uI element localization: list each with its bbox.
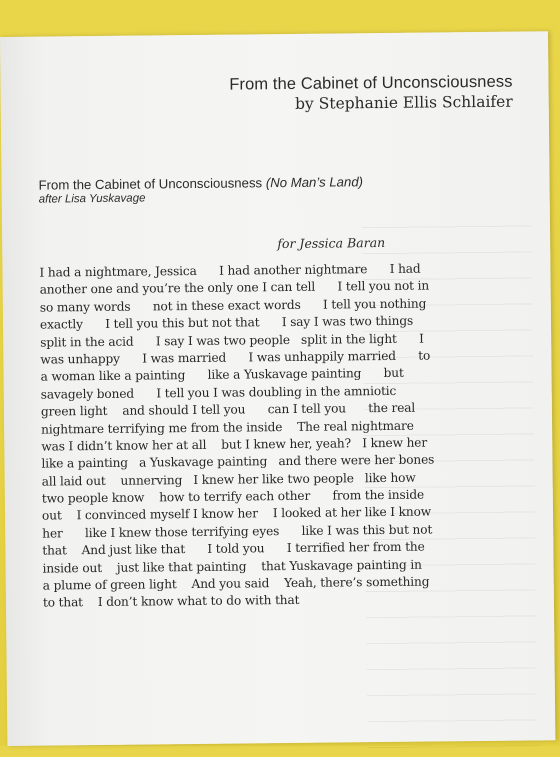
poem-line: her like I knew those terrifying eyes like I was this but not	[42, 522, 433, 541]
poem-line: split in the acid I say I was two people split in the light I	[40, 331, 424, 350]
poem-line: I had a nightmare, Jessica I had another nightmare I had	[39, 261, 421, 280]
poem-line: to that I don’t know what to do with that	[42, 593, 300, 611]
poem-after-line: after Lisa Yuskavage	[38, 192, 146, 206]
header-author: by Stephanie Ellis Schlaifer	[294, 92, 513, 113]
poem-line: exactly I tell you this but not that I say I was two things	[39, 313, 414, 332]
header-title: From the Cabinet of Unconsciousness	[229, 72, 513, 94]
poem-title-main: From the Cabinet of Unconsciousness	[38, 175, 266, 193]
poem-line: was unhappy I was married I was unhappily married to	[40, 348, 431, 367]
poem-line: green light and should I tell you can I tell you the real	[40, 400, 416, 419]
poem-line: savagely boned I tell you I was doubling in the amniotic	[40, 383, 397, 402]
poem-dedication: for Jessica Baran	[277, 234, 386, 252]
poem-line: so many words not in these exact words I tell you nothing	[39, 296, 427, 315]
poem-line: like a painting a Yuskavage painting and there were her bones	[41, 452, 435, 471]
poem-title	[38, 173, 363, 193]
poem-line: a plume of green light And you said Yeah, there’s something	[42, 574, 430, 593]
poem-line: all laid out unnerving I knew her like two people like how	[41, 470, 416, 489]
poem-body	[39, 259, 543, 612]
poem-line: a woman like a painting like a Yuskavage painting but	[40, 366, 404, 384]
poem-line: out I convinced myself I know her I looked at her like I know	[41, 504, 432, 524]
book-page	[0, 31, 555, 746]
page-header	[229, 72, 513, 116]
poem-line: nightmare terrifying me from the inside The real nightmare	[41, 418, 414, 437]
poem-line: two people know how to terrify each other from the inside	[41, 487, 425, 506]
poem-line: another one and you’re the only one I can tell I tell you not in	[39, 278, 430, 297]
poem-line: that And just like that I told you I terrified her from the	[42, 539, 425, 558]
poem-line: inside out just like that painting that Yuskavage painting in	[42, 557, 422, 576]
poem-line: was I didn’t know her at all but I knew her, yeah? I knew her	[41, 435, 428, 454]
poem-title-italic: (No Man’s Land)	[265, 174, 364, 191]
